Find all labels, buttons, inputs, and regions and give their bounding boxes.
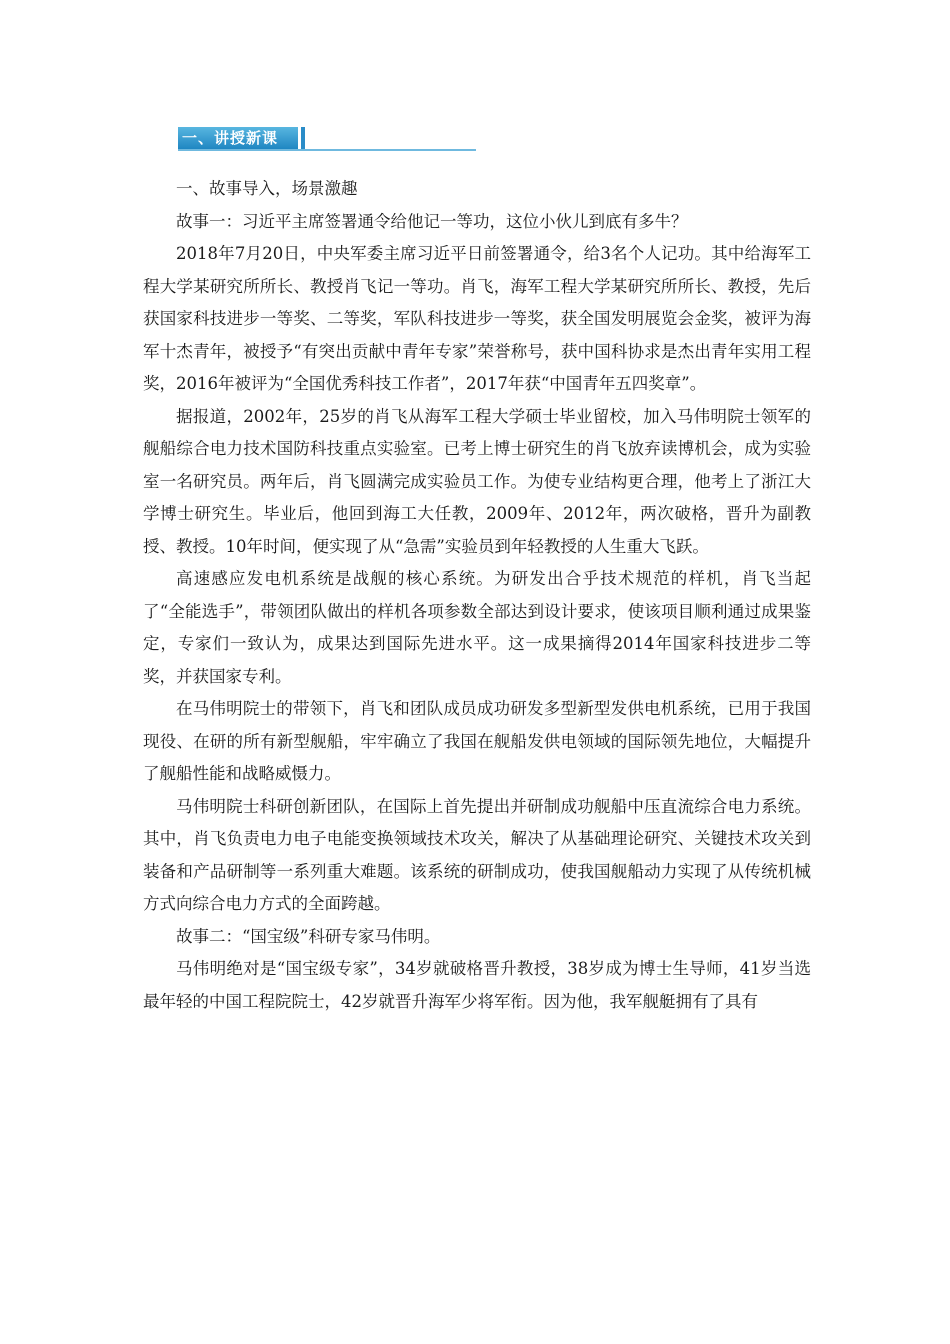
paragraph: 马伟明绝对是“国宝级专家”，34岁就破格晋升教授，38岁成为博士生导师，41岁当选最年轻的中国工程院院士，42岁就晋升海军少将军衔。因为他，我军舰艇拥有了具有 [143, 959, 811, 1011]
section-header-tick [301, 127, 305, 149]
subheading-story-intro: 一、故事导入，场景激趣 [176, 179, 358, 198]
paragraph: 2018年7月20日，中央军委主席习近平日前签署通令，给3名个人记功。其中给海军工程大学某研究所所长、教授肖飞记一等功。肖飞，海军工程大学某研究所所长、教授，先后获国家科技进步一等奖、二等奖，军队科技进步一等奖，获全国发明展览会金奖，被评为海军十杰青年，被授予“有突出贡献中青年专家”荣誉称号，获中国科协求是杰出青年实用工程奖，2016年被评为“全国优秀科技工作者”，2017年获“中国青年五四奖章”。 [143, 244, 811, 393]
story-two-title: 故事二：“国宝级”科研专家马伟明。 [176, 926, 441, 946]
section-header-rule [178, 149, 476, 151]
paragraph: 在马伟明院士的带领下，肖飞和团队成员成功研发多型新型发供电机系统，已用于我国现役、在研的所有新型舰船，牢牢确立了我国在舰船发供电领域的国际领先地位，大幅提升了舰船性能和战略威慑力。 [143, 699, 811, 783]
document-body [143, 173, 811, 1018]
section-title: 一、讲授新课 [182, 129, 279, 147]
story-one-title: 故事一：习近平主席签署通令给他记一等功，这位小伙儿到底有多牛？ [176, 211, 688, 231]
paragraph: 高速感应发电机系统是战舰的核心系统。为研发出合乎技术规范的样机，肖飞当起了“全能选手”，带领团队做出的样机各项参数全部达到设计要求，使该项目顺利通过成果鉴定，专家们一致认为，成果达到国际先进水平。这一成果摘得2014年国家科技进步二等奖，并获国家专利。 [143, 569, 811, 686]
section-header [178, 127, 476, 151]
paragraph: 据报道，2002年，25岁的肖飞从海军工程大学硕士毕业留校，加入马伟明院士领军的舰船综合电力技术国防科技重点实验室。已考上博士研究生的肖飞放弃读博机会，成为实验室一名研究员。两年后，肖飞圆满完成实验员工作。为使专业结构更合理，他考上了浙江大学博士研究生。毕业后，他回到海工大任教，2009年、2012年，两次破格，晋升为副教授、教授。10年时间，便实现了从“急需”实验员到年轻教授的人生重大飞跃。 [143, 406, 811, 556]
paragraph: 马伟明院士科研创新团队，在国际上首先提出并研制成功舰船中压直流综合电力系统。其中，肖飞负责电力电子电能变换领域技术攻关，解决了从基础理论研究、关键技术攻关到装备和产品研制等一系列重大难题。该系统的研制成功，使我国舰船动力实现了从传统机械方式向综合电力方式的全面跨越。 [143, 796, 811, 913]
